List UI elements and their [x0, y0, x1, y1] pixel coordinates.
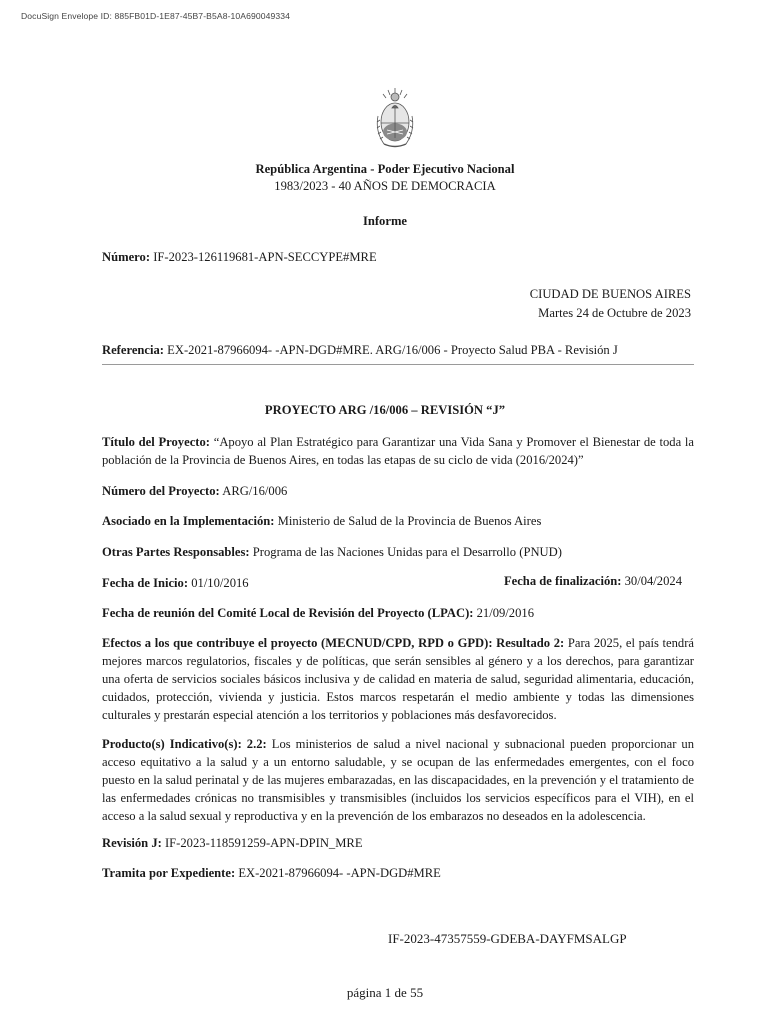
header-divider	[102, 364, 694, 365]
date: Martes 24 de Octubre de 2023	[538, 306, 691, 320]
titulo-value: “Apoyo al Plan Estratégico para Garantizar una Vida Sana y Promover el Bienestar de toda la población de la Provincia de Buenos Aires, en todas las etapas de su ciclo de vida (2016/2024)”	[102, 435, 695, 467]
fecha-reunion-line	[102, 604, 694, 622]
fecha-fin-value: 30/04/2024	[624, 574, 682, 588]
numero-label: Número:	[102, 250, 151, 264]
revision-label: Revisión J:	[102, 836, 162, 850]
producto-label: Producto(s) Indicativo(s): 2.2:	[102, 737, 267, 751]
numero-value: IF-2023-126119681-APN-SECCYPE#MRE	[153, 250, 377, 264]
tramita-value: EX-2021-87966094- -APN-DGD#MRE	[238, 866, 441, 880]
otras-partes-line	[102, 543, 694, 561]
fecha-reunion-value: 21/09/2016	[476, 606, 534, 620]
asociado-label: Asociado en la Implementación:	[102, 514, 275, 528]
otras-partes-value: Programa de las Naciones Unidas para el Desarrollo (PNUD)	[252, 545, 562, 559]
titulo-paragraph	[102, 433, 694, 469]
republic-header: República Argentina - Poder Ejecutivo Nacional	[255, 162, 515, 176]
docusign-envelope-id: DocuSign Envelope ID: 885FB01D-1E87-45B7-B5A8-10A690049334	[21, 11, 291, 21]
tramita-label: Tramita por Expediente:	[102, 866, 236, 880]
referencia-value: EX-2021-87966094- -APN-DGD#MRE. ARG/16/006 - Proyecto Salud PBA - Revisión J	[167, 343, 618, 357]
page-number: página 1 de 55	[346, 985, 424, 1000]
fecha-reunion-label: Fecha de reunión del Comité Local de Revisión del Proyecto (LPAC):	[102, 606, 474, 620]
numero-proyecto-line	[102, 482, 694, 500]
revision-line	[102, 834, 694, 852]
producto-paragraph	[102, 735, 694, 825]
referencia-line	[102, 341, 694, 359]
document-type: Informe	[362, 214, 408, 228]
efectos-value: Para 2025, el país tendrá mejores marcos regulatorios, fiscales y de políticas, que serán sensibles al género y a los derechos, para garantizar una oferta de servicios sociales básicos inclusiva y de calidad en materia de salud, seguridad alimentaria, educación, cuidados, protección, vivienda y justicia. Estos marcos respetarán el medio ambiente y todas las dimensiones culturales y prestarán especial atención a los territorios y poblaciones más desfavorecidos.	[102, 636, 694, 722]
national-coat-of-arms-icon	[372, 86, 418, 152]
numero-proyecto-label: Número del Proyecto:	[102, 484, 220, 498]
efectos-paragraph	[102, 634, 694, 724]
footer-document-code: IF-2023-47357559-GDEBA-DAYFMSALGP	[388, 931, 627, 946]
democracy-motto: 1983/2023 - 40 AÑOS DE DEMOCRACIA	[274, 179, 496, 193]
otras-partes-label: Otras Partes Responsables:	[102, 545, 250, 559]
referencia-label: Referencia:	[102, 343, 165, 357]
asociado-value: Ministerio de Salud de la Provincia de Buenos Aires	[277, 514, 542, 528]
titulo-label: Título del Proyecto:	[102, 435, 210, 449]
asociado-line	[102, 512, 694, 530]
fecha-fin-line	[504, 574, 682, 589]
project-heading: PROYECTO ARG /16/006 – REVISIÓN “J”	[264, 403, 506, 417]
fecha-fin-label: Fecha de finalización:	[503, 574, 622, 588]
tramita-line	[102, 864, 694, 882]
fecha-inicio-label: Fecha de Inicio:	[102, 576, 189, 590]
fecha-inicio-value: 01/10/2016	[191, 576, 249, 590]
numero-line	[102, 248, 694, 266]
place: CIUDAD DE BUENOS AIRES	[529, 287, 691, 301]
efectos-label: Efectos a los que contribuye el proyecto (MECNUD/CPD, RPD o GPD): Resultado 2:	[102, 636, 565, 650]
producto-value: Los ministerios de salud a nivel nacional y subnacional pueden proporcionar un acceso equitativo a la salud y a un entorno saludable, y se ocupan de las enfermedades emergentes, con el foco puesto en la salud perinatal y de las mujeres embarazadas, en las discapacidades, en la prevención y el tratamiento de las enfermedades crónicas no transmisibles y transmisibles (incluidos los servicios específicos para el VIH), en el acceso a la salud sexual y reproductiva y en la prevención de los embarazos no deseados en la adolescencia.	[102, 737, 694, 823]
revision-value: IF-2023-118591259-APN-DPIN_MRE	[164, 836, 363, 850]
numero-proyecto-value: ARG/16/006	[222, 484, 288, 498]
